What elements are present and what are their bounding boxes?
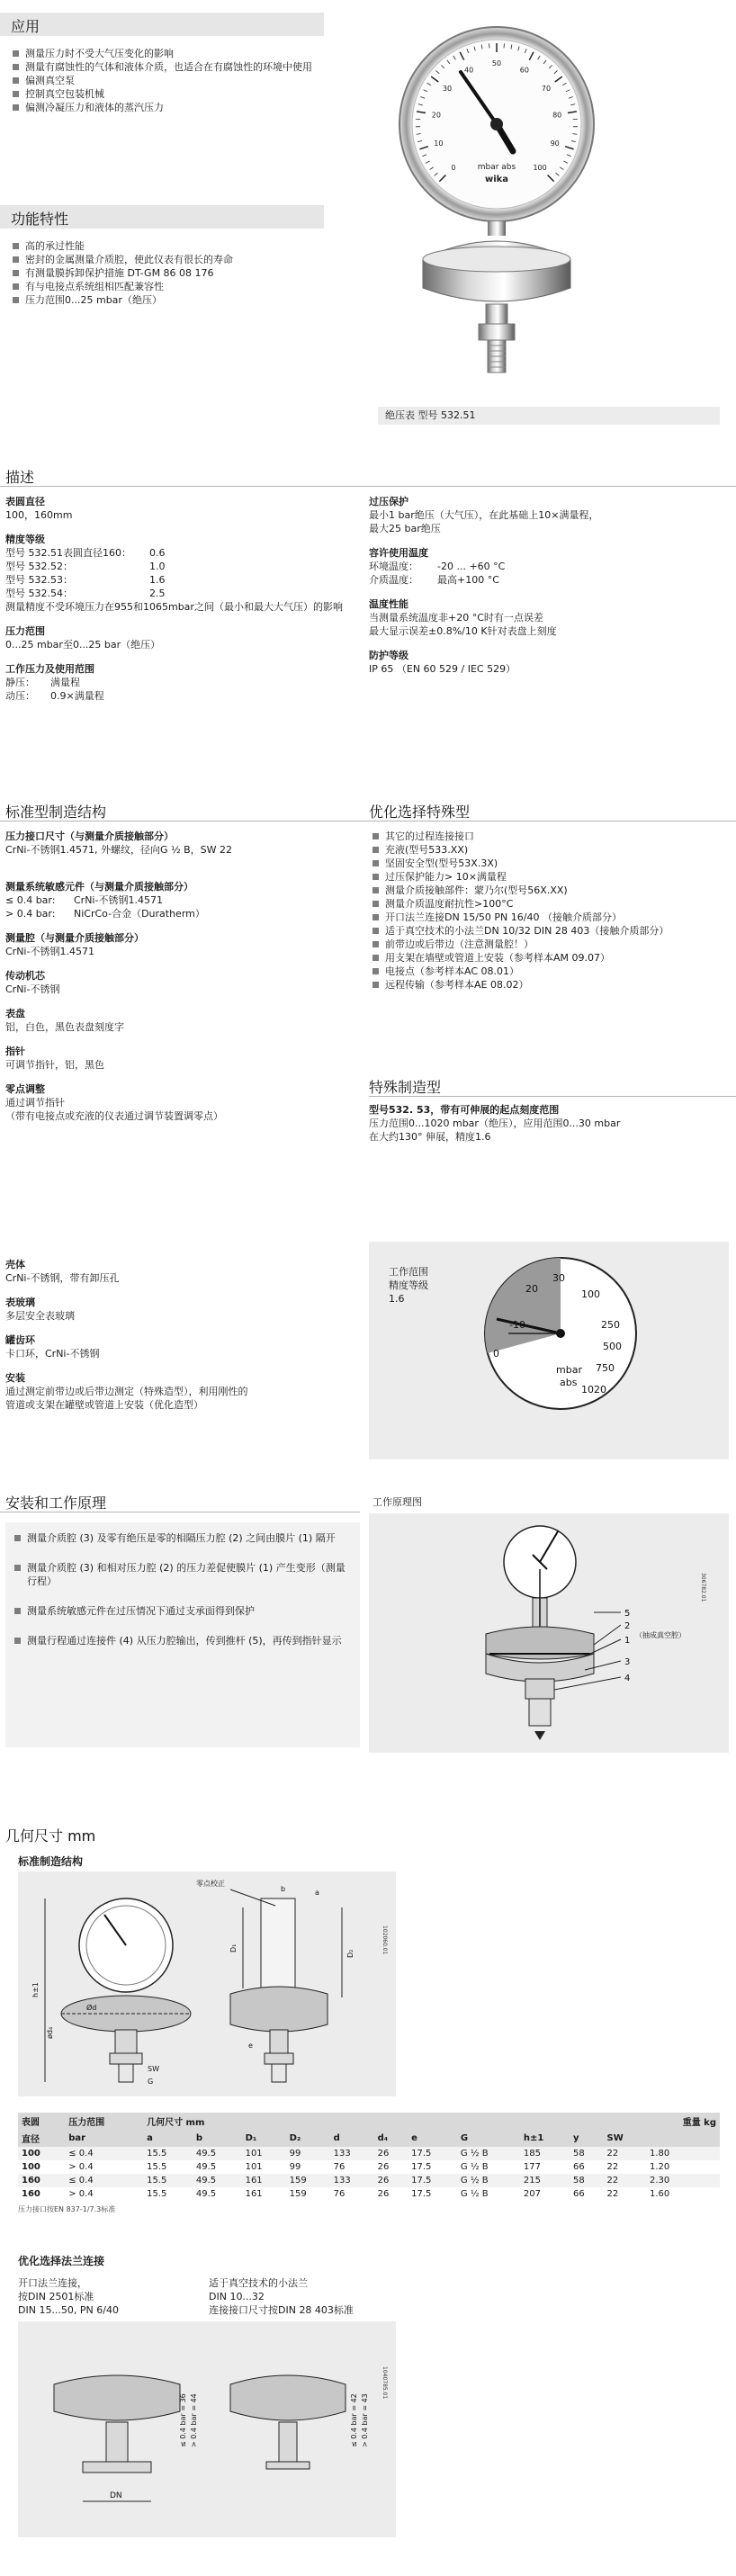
table-cell: 215 — [523, 2176, 541, 2186]
table-note: 压力接口按EN 837-1/7.3标准 — [18, 2205, 116, 2213]
flange-line: DIN 10...32 — [209, 2291, 265, 2302]
dimensions-table-body — [18, 2147, 720, 2201]
value-line: 通过测定前带边或后带边测定（特殊造型），利用刚性的 — [5, 1386, 248, 1397]
drawing-label: e — [248, 2042, 253, 2050]
callout-label: 4 — [624, 1674, 631, 1683]
dial-mark: 0 — [493, 1348, 499, 1360]
group-header: 重量 kg — [682, 2118, 716, 2128]
column-header: D₁ — [245, 2133, 257, 2143]
group-header: 压力范围 — [68, 2118, 105, 2128]
label-overpressure: 过压保护 — [369, 496, 408, 507]
value-line: 在大约130° 伸展，精度1.6 — [369, 1131, 491, 1143]
label-zero-adjust: 零点调整 — [5, 1083, 45, 1095]
value-line: CrNi-不锈钢 — [5, 983, 60, 995]
features-title: 功能特性 — [11, 211, 69, 228]
flange-line: 开口法兰连接， — [18, 2277, 87, 2289]
description-right — [369, 495, 729, 687]
column-header: d₄ — [377, 2133, 389, 2143]
dimensions-table — [18, 2113, 720, 2201]
value-line: （带有电接点或充液的仪表通过调节装置调零点） — [5, 1110, 223, 1122]
table-cell: 49.5 — [195, 2189, 217, 2199]
list-item: 密封的金属测量介质腔，使此仪表有很长的寿命 — [13, 253, 324, 266]
list-item: 远程传输（参考样本AE 08.02） — [372, 978, 729, 992]
value-line: 通过调节指针 — [5, 1097, 65, 1108]
table-cell: > 0.4 — [68, 2162, 94, 2172]
column-header: y — [572, 2133, 579, 2143]
drawing-label: 零点校正 — [196, 1880, 225, 1888]
list-item: 测量介质温度耐抗性>100°C — [372, 897, 729, 911]
row-value: 满量程 — [50, 677, 80, 688]
dimensions-subtitle: 标准制造结构 — [18, 1855, 84, 1868]
row-value: 1.0 — [149, 561, 166, 572]
dial-number: 10 — [434, 139, 444, 148]
accuracy-note: 测量精度不受环境压力在955和1065mbar之间（最小和最大大气压）的影响 — [5, 601, 343, 613]
table-cell: G ½ B — [460, 2176, 489, 2186]
range-box-text — [389, 1265, 428, 1306]
list-item: 过压保护能力> 10×满量程 — [372, 870, 729, 884]
table-cell: ≤ 0.4 — [68, 2176, 94, 2186]
group-header: 几何尺寸 mm — [147, 2118, 205, 2128]
range-line: 1.6 — [389, 1293, 405, 1305]
label-ingress: 防护等级 — [369, 650, 408, 661]
column-header: a — [147, 2133, 153, 2143]
row-value: NiCrCo-合金（Duratherm） — [74, 908, 205, 920]
label-dial: 表盘 — [5, 1008, 25, 1019]
dial-mark: 750 — [596, 1362, 615, 1374]
table-cell: 159 — [289, 2189, 307, 2199]
dial-mark: -10 — [509, 1319, 525, 1331]
label-connection: 压力接口尺寸（与测量介质接触部分） — [5, 830, 174, 842]
flange-line: 按DIN 2501标准 — [18, 2291, 94, 2302]
pressure-gauge-photo — [387, 18, 612, 396]
label-window: 表玻璃 — [5, 1297, 35, 1308]
value-line: CrNi-不锈钢，带有卸压孔 — [5, 1272, 120, 1284]
dial-mark: 500 — [603, 1341, 622, 1352]
table-cell: 76 — [333, 2162, 346, 2172]
flange-right-text — [209, 2276, 407, 2317]
list-item: 偏测冷凝压力和液体的蒸汽压力 — [13, 101, 324, 114]
column-header: bar — [68, 2133, 86, 2143]
drawing-label: b — [281, 1885, 286, 1893]
working-pressure-rows — [5, 676, 347, 703]
value-line: 压力范围0...1020 mbar（绝压），应用范围0...30 mbar — [369, 1117, 621, 1129]
row-key: 型号 532.52： — [5, 561, 73, 572]
table-cell: 76 — [333, 2189, 346, 2199]
drawing-label: D₁ — [229, 1943, 238, 1952]
special-subtitle: 型号532. 53，带有可伸展的起点刻度范围 — [369, 1104, 560, 1116]
label-working-pressure: 工作压力及使用范围 — [5, 663, 94, 675]
drawing-label: G — [148, 2078, 154, 2086]
table-cell: 160 — [22, 2176, 40, 2186]
column-header: e — [411, 2133, 417, 2143]
dimensions-title: 几何尺寸 mm — [5, 1827, 96, 1844]
list-item: 测量介质接触部件：蒙乃尔(型号56X.XX) — [372, 884, 729, 897]
table-cell: 66 — [572, 2162, 585, 2172]
row-value: -20 ... +60 °C — [437, 561, 506, 572]
column-header — [646, 2130, 720, 2147]
row-value: 0.6 — [149, 547, 166, 559]
table-cell: 159 — [289, 2176, 307, 2186]
list-item: 测量系统敏感元件在过压情况下通过支承面得到保护 — [14, 1604, 353, 1618]
callout-label: 5 — [624, 1609, 631, 1619]
table-row — [18, 2147, 720, 2160]
list-item: 坚固安全型(型号53X.3X) — [372, 857, 729, 870]
flange-line: DIN 15...50, PN 6/40 — [18, 2304, 119, 2316]
callout-label: 1 — [624, 1636, 631, 1646]
description-left — [5, 495, 347, 714]
group-header: 表圆 — [22, 2118, 40, 2128]
drawing-code: 1040785.01 — [381, 2366, 388, 2400]
column-header: D₂ — [289, 2133, 301, 2143]
list-item: 测量介质腔 (3) 和相对压力腔 (2) 的压力差促使膜片 (1) 产生变形（测量行程） — [14, 1561, 353, 1588]
principle-title: 安装和工作原理 — [5, 1494, 107, 1512]
principle-list — [14, 1531, 353, 1647]
dial-mark: 20 — [525, 1283, 538, 1295]
special-title: 特殊制造型 — [369, 1079, 442, 1096]
standard-left-2 — [5, 1258, 365, 1423]
dial-mark: 100 — [581, 1288, 600, 1300]
dial-mark: 1020 — [581, 1384, 606, 1396]
flange-line: 适于真空技术的小法兰 — [209, 2277, 308, 2289]
range-label: 工作范围 — [389, 1266, 428, 1278]
table-cell: 66 — [572, 2189, 585, 2199]
table-cell: 161 — [245, 2189, 263, 2199]
table-cell: 26 — [377, 2176, 390, 2186]
label-dial-size: 表圆直径 — [5, 496, 45, 507]
dial-number: 50 — [491, 59, 502, 67]
drawing-label: a — [315, 1889, 319, 1897]
dim-label: ≤ 0.4 bar = 36 — [179, 2393, 187, 2447]
value-line: 卡口环，CrNi-不锈钢 — [5, 1348, 100, 1360]
list-item: 偏测真空泵 — [13, 74, 324, 87]
drawing-code: 102060.01 — [381, 1925, 388, 1955]
table-cell: 22 — [606, 2189, 619, 2199]
column-header: h±1 — [523, 2133, 544, 2143]
label-mounting: 安装 — [5, 1372, 25, 1384]
applications-title: 应用 — [11, 18, 40, 35]
table-cell: 177 — [523, 2162, 541, 2172]
applications-band — [0, 13, 324, 36]
list-item: 控制真空包装机械 — [13, 87, 324, 101]
dial-number: 90 — [550, 139, 560, 148]
table-cell: 49.5 — [195, 2176, 217, 2186]
dial-unit: abs — [560, 1377, 578, 1388]
table-cell: 26 — [377, 2189, 390, 2199]
list-item: 有测量膜拆卸保护措施 DT-GM 86 08 176 — [13, 266, 324, 280]
table-cell: > 0.4 — [68, 2189, 94, 2199]
table-cell: 58 — [572, 2176, 585, 2186]
callout-label: 2 — [624, 1621, 631, 1631]
list-item: 测量有腐蚀性的气体和液体介质，也适合在有腐蚀性的环境中使用 — [13, 60, 324, 74]
column-header: b — [195, 2133, 202, 2143]
dial-number: 0 — [451, 164, 456, 173]
label-movement: 传动机芯 — [5, 970, 45, 982]
table-cell: 207 — [523, 2189, 541, 2199]
value-line: 最大25 bar绝压 — [369, 523, 441, 534]
value-pressure-range: 0...25 mbar至0...25 bar（绝压） — [5, 639, 161, 651]
table-cell: 100 — [22, 2162, 40, 2172]
drawing-label: ød₄ — [46, 2026, 54, 2039]
dial-unit: mbar abs — [477, 163, 516, 172]
dn-label: DN — [110, 2491, 122, 2500]
label-pointer: 指针 — [5, 1046, 25, 1057]
list-item: 高的承过性能 — [13, 239, 324, 253]
table-cell: 22 — [606, 2162, 619, 2172]
table-cell: G ½ B — [460, 2189, 489, 2199]
dial-number: 80 — [552, 111, 562, 120]
table-cell: 49.5 — [195, 2162, 217, 2172]
brand-logo: wika — [484, 175, 509, 184]
table-cell: 58 — [572, 2149, 585, 2159]
table-cell: 1.60 — [649, 2189, 670, 2199]
special-body — [369, 1103, 729, 1144]
label-ring: 罐齿环 — [5, 1334, 35, 1346]
row-key: 介质温度： — [369, 574, 418, 586]
table-cell: 185 — [523, 2149, 541, 2159]
diagram-title: 工作原理图 — [372, 1496, 422, 1508]
column-header: SW — [606, 2133, 624, 2143]
value-line: 铝，白色，黑色表盘刻度字 — [5, 1021, 124, 1033]
row-value: 1.6 — [149, 574, 166, 586]
flange-line: 连接接口尺寸按DIN 28 403标准 — [209, 2304, 354, 2316]
table-cell: 15.5 — [147, 2176, 167, 2186]
label-temperature-effect: 温度性能 — [369, 598, 408, 610]
value-line: 最小1 bar绝压（大气压），在此基础上10×满量程， — [369, 509, 599, 521]
drawing-code: 306782.01 — [700, 1573, 706, 1602]
label-pressure-range: 压力范围 — [5, 625, 45, 637]
row-key: 型号 532.53： — [5, 574, 73, 586]
table-cell: 17.5 — [411, 2149, 432, 2159]
dial-number: 20 — [431, 111, 441, 120]
dimensions-table-wrap — [18, 2113, 720, 2214]
label-temperature: 容许使用温度 — [369, 547, 428, 559]
column-header: G — [460, 2133, 469, 2143]
temperature-rows — [369, 560, 729, 587]
dial-number: 70 — [541, 85, 552, 94]
list-item: 测量介质腔 (3) 及零有绝压是零的相隔压力腔 (2) 之间由膜片 (1) 隔开 — [14, 1531, 353, 1545]
features-list — [13, 239, 324, 307]
table-cell: 17.5 — [411, 2189, 432, 2199]
value-line: 当测量系统温度非+20 °C时有一点误差 — [369, 612, 543, 624]
row-key: 型号 532.51表圆直径160： — [5, 547, 131, 559]
drawing-label: Ød — [86, 2004, 97, 2012]
dial-number: 100 — [533, 164, 547, 173]
value-line: IP 65 （EN 60 529 / IEC 529） — [369, 663, 516, 675]
list-item: 其它的过程连接接口 — [372, 830, 729, 843]
list-item: 测量压力时不受大气压变化的影响 — [13, 47, 324, 60]
list-item: 开口法兰连接DN 15/50 PN 16/40 （接触介质部分） — [372, 911, 729, 924]
column-header: 直径 — [22, 2135, 40, 2145]
dial-unit: mbar — [556, 1364, 582, 1376]
applications-list — [13, 47, 324, 114]
list-item: 测量行程通过连接件 (4) 从压力腔输出，传到推杆 (5)，再传到指针显示 — [14, 1634, 353, 1647]
divider — [0, 486, 736, 487]
table-cell: 15.5 — [147, 2189, 167, 2199]
table-cell: G ½ B — [460, 2149, 489, 2159]
table-cell: 15.5 — [147, 2162, 167, 2172]
drawing-label: D₂ — [346, 1949, 355, 1958]
table-cell: G ½ B — [460, 2162, 489, 2172]
value-line: 可调节指针，铝，黑色 — [5, 1059, 104, 1071]
value-dial-size: 100，160mm — [5, 509, 73, 521]
list-item: 前带边或后带边（注意测量腔！） — [372, 938, 729, 951]
row-key: 型号 532.54： — [5, 588, 73, 599]
value-line: 多层安全表玻璃 — [5, 1310, 75, 1322]
table-cell: 1.20 — [649, 2162, 670, 2172]
row-key: ≤ 0.4 bar: — [5, 894, 56, 906]
table-cell: 1.80 — [649, 2149, 670, 2159]
table-cell: 26 — [377, 2149, 390, 2159]
table-row — [18, 2187, 720, 2201]
flanges-title: 优化选择法兰连接 — [18, 2255, 105, 2267]
dial-number: 60 — [519, 66, 529, 75]
column-header: d — [333, 2133, 340, 2143]
list-item: 电接点（参考样本AC 08.01） — [372, 965, 729, 978]
dial-number: 30 — [442, 85, 453, 94]
label-accuracy: 精度等级 — [5, 534, 45, 545]
table-cell: 22 — [606, 2149, 619, 2159]
drawing-label: SW — [148, 2065, 159, 2073]
table-cell: 26 — [377, 2162, 390, 2172]
label-chamber: 测量腔（与测量介质接触部分） — [5, 932, 144, 944]
range-line: 精度等级 — [389, 1279, 428, 1291]
standard-left — [5, 830, 356, 1134]
table-cell: 101 — [245, 2149, 263, 2159]
diagram-note: （抽成真空腔） — [635, 1631, 686, 1639]
flange-left-text — [18, 2276, 207, 2317]
row-value: 0.9×满量程 — [50, 690, 104, 702]
dimension-drawing — [18, 1871, 396, 2096]
label-sensing-element: 测量系统敏感元件（与测量介质接触部分） — [5, 881, 193, 893]
dim-label: > 0.4 bar = 44 — [190, 2393, 198, 2447]
list-item: 有与电接点系统组相匹配兼容性 — [13, 280, 324, 293]
row-value: 最高+100 °C — [437, 574, 499, 586]
table-cell: 15.5 — [147, 2149, 167, 2159]
row-value: CrNi-不锈钢1.4571 — [74, 894, 163, 906]
table-cell: 160 — [22, 2189, 40, 2199]
table-cell: 2.30 — [649, 2176, 670, 2186]
table-cell: 22 — [606, 2176, 619, 2186]
table-cell: 100 — [22, 2149, 40, 2159]
dim-label: ≤ 0.4 bar = 42 — [350, 2393, 358, 2447]
list-item: 压力范围0...25 mbar（绝压） — [13, 293, 324, 307]
list-item: 适于真空技术的小法兰DN 10/32 DIN 28 403（接触介质部分） — [372, 924, 729, 938]
row-key: 静压： — [5, 677, 35, 688]
photo-caption: 绝压表 型号 532.51 — [385, 409, 476, 421]
value-line: CrNi-不锈钢1.4571, 外螺纹，径向G ½ B，SW 22 — [5, 844, 233, 856]
table-cell: 17.5 — [411, 2176, 432, 2186]
options-list — [372, 830, 729, 992]
drawing-label: h±1 — [31, 1982, 40, 1997]
value-line: CrNi-不锈钢1.4571 — [5, 946, 94, 957]
value-line: 最大显示误差±0.8%/10 K针对表盘上刻度 — [369, 625, 557, 637]
table-cell: 133 — [333, 2149, 351, 2159]
table-cell: 17.5 — [411, 2162, 432, 2172]
list-item: 用支架在墙壁或管道上安装（参考样本AM 09.07） — [372, 951, 729, 965]
table-cell: 101 — [245, 2162, 263, 2172]
sensing-rows — [5, 893, 356, 920]
row-key: 环境温度： — [369, 561, 418, 572]
description-title: 描述 — [5, 469, 35, 486]
table-row — [18, 2160, 720, 2174]
table-cell: 161 — [245, 2176, 263, 2186]
accuracy-rows — [5, 546, 347, 600]
row-key: 动压： — [5, 690, 35, 702]
table-cell: 99 — [289, 2149, 301, 2159]
row-key: > 0.4 bar: — [5, 908, 56, 920]
divider — [369, 1096, 736, 1097]
dial-number: 40 — [464, 66, 474, 75]
value-line: 管道或支架在罐壁或管道上安装（优化造型） — [5, 1399, 203, 1411]
table-cell: 133 — [333, 2176, 351, 2186]
dial-mark: 250 — [601, 1319, 620, 1331]
table-cell: ≤ 0.4 — [68, 2149, 94, 2159]
list-item: 充液(型号533.XX) — [372, 843, 729, 857]
standard-title: 标准型制造结构 — [5, 803, 107, 821]
options-title: 优化选择特殊型 — [369, 803, 471, 821]
label-case: 壳体 — [5, 1259, 25, 1270]
expanded-scale-dial — [475, 1245, 646, 1416]
flange-drawing — [18, 2321, 396, 2537]
dim-label: > 0.4 bar = 43 — [361, 2393, 369, 2447]
row-value: 2.5 — [149, 588, 166, 599]
working-principle-diagram — [432, 1519, 720, 1749]
table-cell: 99 — [289, 2162, 301, 2172]
dial-mark: 30 — [552, 1272, 565, 1284]
table-row — [18, 2174, 720, 2187]
table-cell: 49.5 — [195, 2149, 217, 2159]
callout-label: 3 — [624, 1657, 631, 1667]
